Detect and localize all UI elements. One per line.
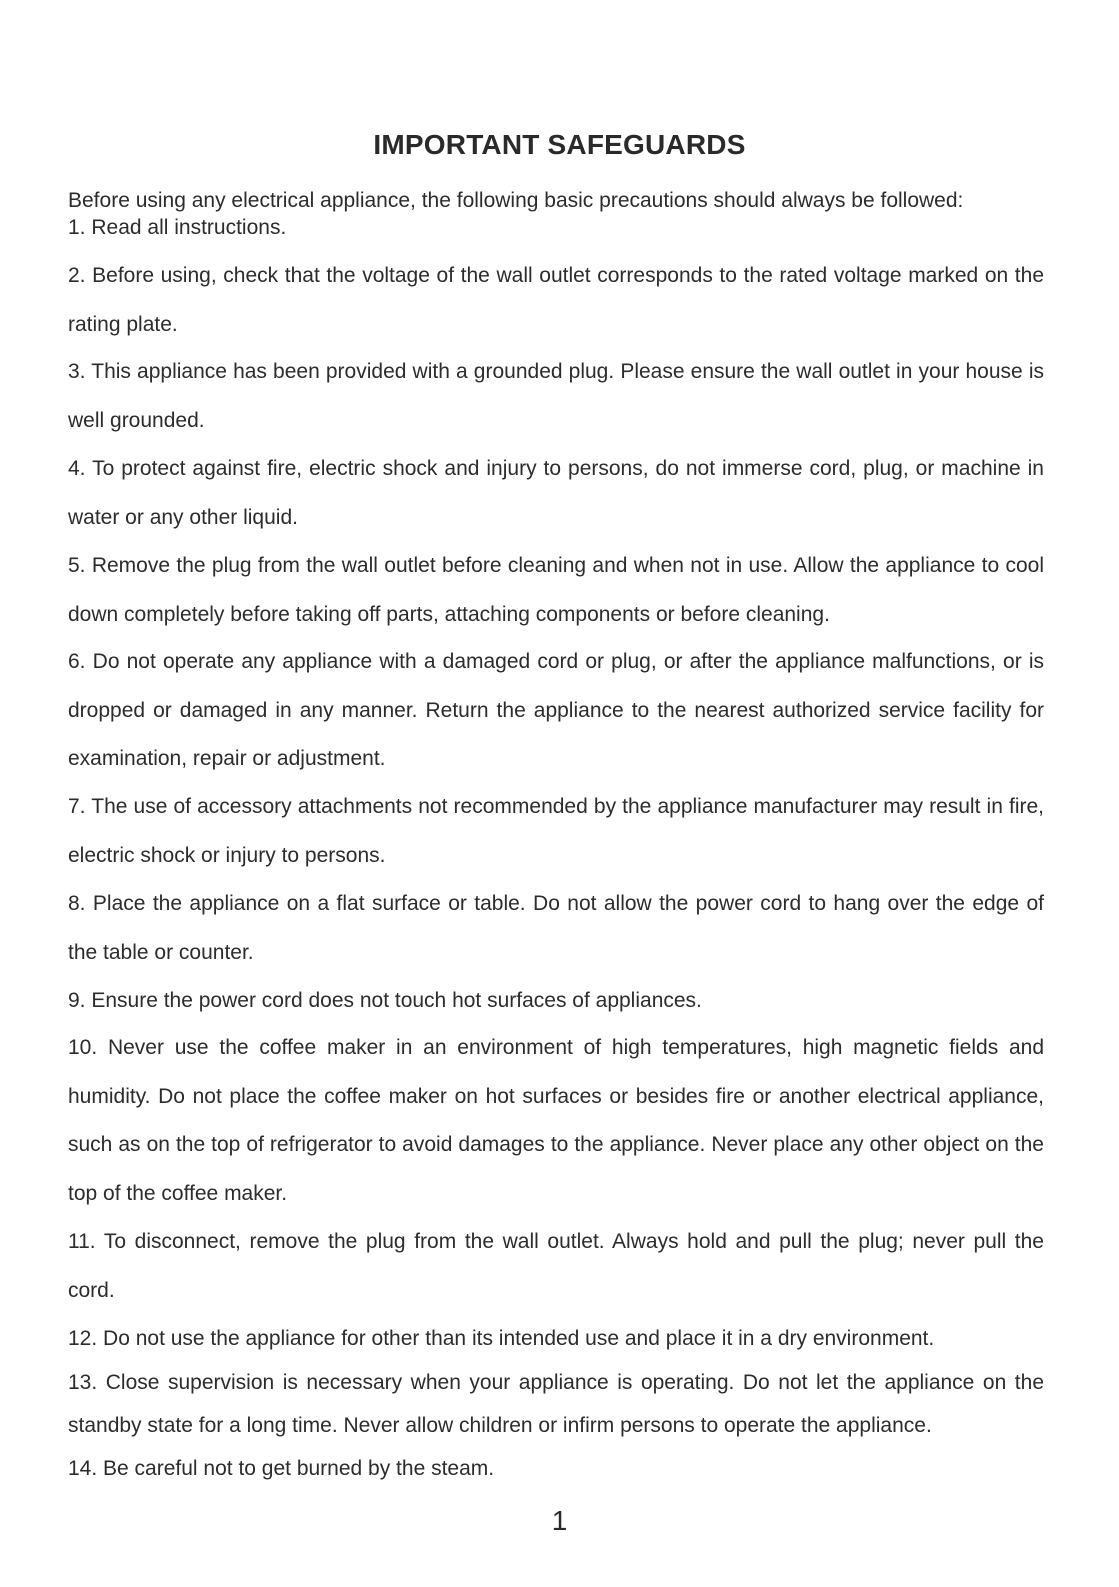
- list-item: 7. The use of accessory attachments not recommended by the appliance manufacturer may result in fire, electric shock or injury to persons.: [68, 795, 1044, 867]
- list-item: 2. Before using, check that the voltage of the wall outlet corresponds to the rated voltage marked on the rating plate.: [68, 264, 1044, 336]
- list-item: 1. Read all instructions.: [68, 216, 287, 239]
- list-item: 6. Do not operate any appliance with a damaged cord or plug, or after the appliance malfunctions, or is dropped or damaged in any manner. Return the appliance to the nearest authorized service facility for examination, repair or adjustment.: [68, 650, 1044, 770]
- list-item: 13. Close supervision is necessary when your appliance is operating. Do not let the appliance on the standby state for a long time. Never allow children or infirm persons to operate the appliance.: [68, 1371, 1044, 1437]
- list-item: 14. Be careful not to get burned by the steam.: [68, 1457, 495, 1480]
- list-item: 12. Do not use the appliance for other than its intended use and place it in a dry environment.: [68, 1327, 935, 1350]
- list-item: 3. This appliance has been provided with a grounded plug. Please ensure the wall outlet in your house is well grounded.: [68, 360, 1044, 432]
- page-title: IMPORTANT SAFEGUARDS: [373, 128, 746, 160]
- list-item: 9. Ensure the power cord does not touch hot surfaces of appliances.: [68, 989, 702, 1012]
- list-item: 4. To protect against fire, electric shock and injury to persons, do not immerse cord, plug, or machine in water or any other liquid.: [68, 457, 1044, 529]
- page-number: 1: [551, 1505, 568, 1536]
- list-item: 5. Remove the plug from the wall outlet before cleaning and when not in use. Allow the appliance to cool down completely before taking off parts, attaching components or before cleaning.: [68, 554, 1044, 626]
- list-item: 11. To disconnect, remove the plug from the wall outlet. Always hold and pull the plug; never pull the cord.: [68, 1230, 1044, 1302]
- list-item: 8. Place the appliance on a flat surface or table. Do not allow the power cord to hang over the edge of the table or counter.: [68, 892, 1044, 964]
- list-item: 10. Never use the coffee maker in an environment of high temperatures, high magnetic fields and humidity. Do not place the coffee maker on hot surfaces or besides fire or another electrical appliance, such as on the top of refrigerator to avoid damages to the appliance. Never place any other object on the top of the coffee maker.: [68, 1036, 1044, 1205]
- intro-paragraph: Before using any electrical appliance, the following basic precautions should always be followed:: [68, 189, 964, 212]
